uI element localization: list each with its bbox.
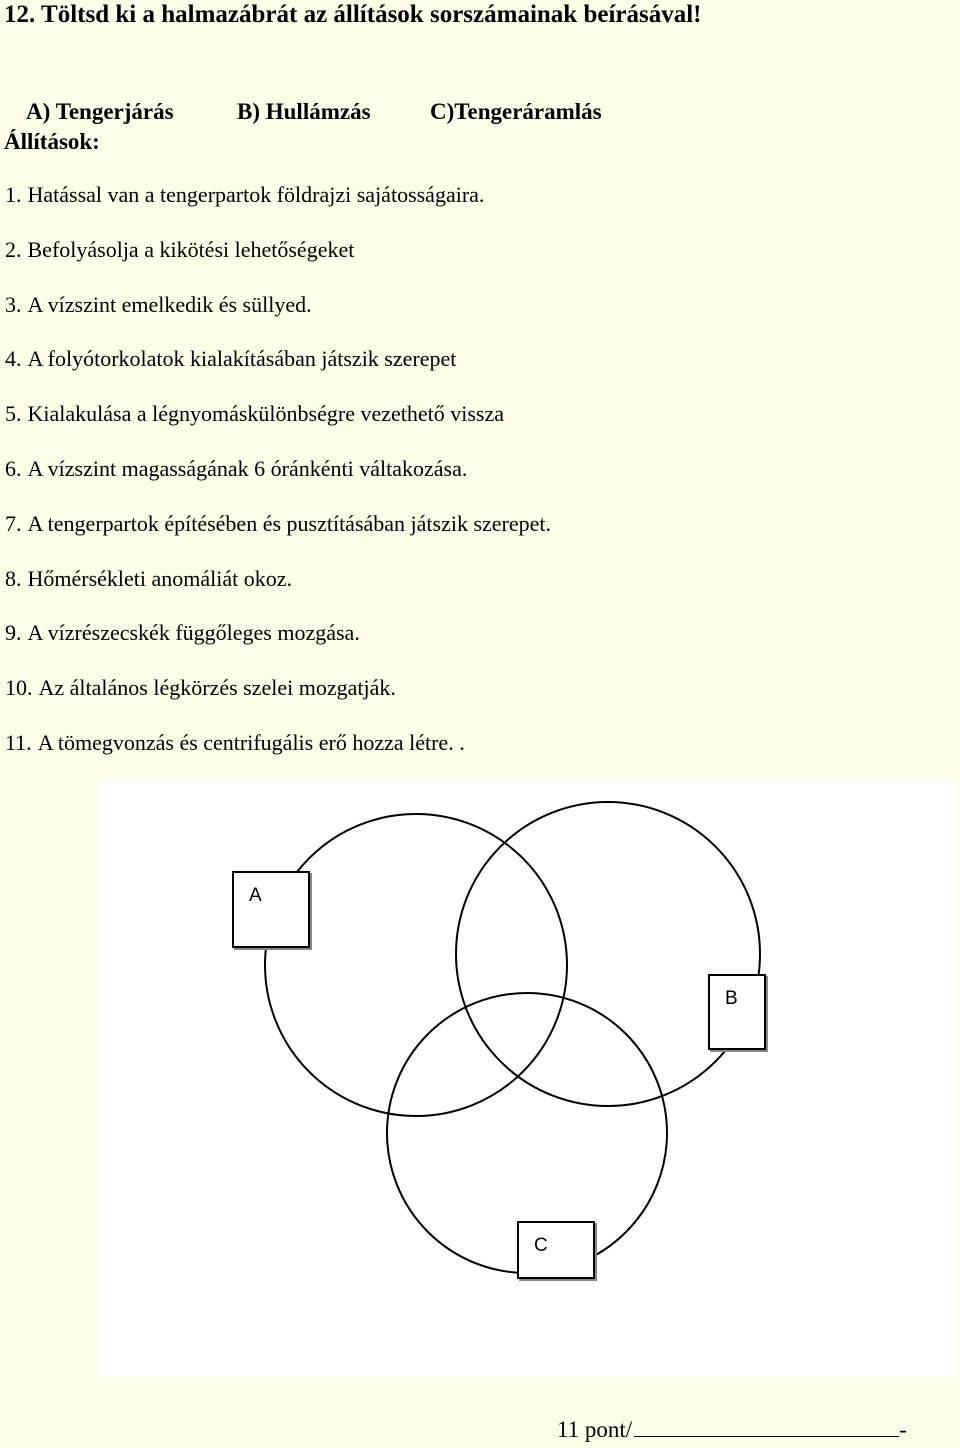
set-a-label: A [249, 885, 262, 906]
statement-text: Befolyásolja a kikötési lehetőségeket [27, 236, 355, 262]
statement-text: A vízszint emelkedik és süllyed. [27, 291, 312, 317]
set-b-circle [456, 802, 760, 1106]
statement-text: Hőmérsékleti anomáliát okoz. [27, 565, 293, 591]
statement-number: 5. [5, 401, 22, 427]
statement-text: Kialakulása a légnyomáskülönbségre vezethető vissza [27, 401, 505, 427]
set-c-label-box[interactable] [517, 1221, 595, 1279]
statement-number: 9. [5, 620, 22, 646]
statement-number: 11. [5, 729, 32, 755]
statement-text: A tengerpartok építésében és pusztításában játszik szerepet. [27, 510, 552, 536]
statement-number: 6. [5, 455, 22, 481]
statement-text: Az általános légkörzés szelei mozgatják. [38, 675, 396, 701]
statement-number: 2. [5, 236, 22, 262]
option-a: A) Tengerjárás [26, 99, 174, 124]
statement-text: Hatással van a tengerpartok földrajzi sajátosságaira. [27, 182, 485, 207]
option-b: B) Hullámzás [237, 99, 371, 124]
score-blank[interactable] [634, 1414, 899, 1437]
statement-number: 4. [5, 346, 22, 372]
statement-text: A vízrészecskék függőleges mozgása. [27, 620, 360, 646]
statement-number: 3. [5, 291, 22, 317]
option-c: C)Tengeráramlás [430, 99, 602, 124]
statement-number: 8. [5, 565, 22, 591]
statement-text: A vízszint magasságának 6 óránkénti váltakozása. [27, 455, 468, 481]
set-a-circle [265, 814, 567, 1116]
set-c-label: C [534, 1235, 548, 1256]
statement-number: 7. [5, 510, 22, 536]
set-b-label-box[interactable] [708, 974, 766, 1050]
set-b-label: B [725, 988, 738, 1009]
task-title: 12. Töltsd ki a halmazábrát az állítások sorszámainak beírásával! [4, 1, 702, 28]
statement-text: A folyótorkolatok kialakításában játszik szerepet [27, 346, 457, 372]
statement-number: 10. [5, 675, 33, 701]
score-text: 11 pont/ [557, 1417, 633, 1442]
statements-heading: Állítások: [4, 129, 100, 154]
score-line [557, 1414, 907, 1445]
score-suffix: - [899, 1417, 907, 1442]
set-a-label-box[interactable] [232, 871, 310, 948]
statement-number: 1. [5, 182, 22, 207]
statement-text: A tömegvonzás és centrifugális erő hozza létre. . [37, 729, 465, 755]
